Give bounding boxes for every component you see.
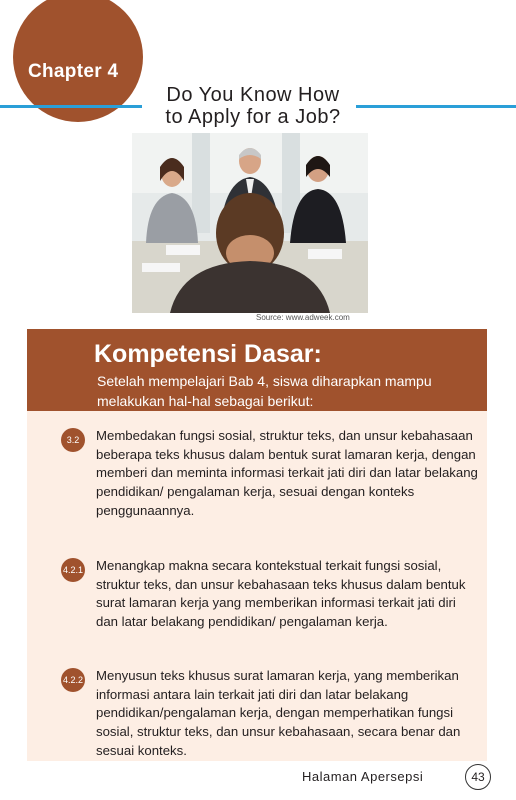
item-text: Membedakan fungsi sosial, struktur teks, dan unsur kebahasaan beberapa teks khusus dalam bentuk surat lamaran kerja, dengan memberi dan meminta informasi terkait jati diri dan latar belakang pendidikan/ pengalaman kerja, sesuai dengan konteks penggunaannya.: [96, 428, 478, 518]
title-rule-right: [356, 105, 516, 108]
chapter-title: [145, 84, 361, 128]
kompetensi-intro: [97, 371, 487, 411]
item-text: Menyusun teks khusus surat lamaran kerja, yang memberikan informasi antara lain terkait jati diri dan latar belakang pendidikan/pengalaman kerja, dengan memperhatikan fungsi sosial, struktur teks, dan unsur kebahasaan, secara benar dan sesuai konteks.: [96, 668, 461, 758]
kompetensi-title: Kompetensi Dasar:: [94, 340, 322, 368]
job-interview-photo: [132, 133, 368, 313]
item-text: Menangkap makna secara kontekstual terkait fungsi sosial, struktur teks, dan unsur kebahasaan teks khusus dalam bentuk surat lamaran kerja yang memberikan informasi terkait jati diri dan latar belakang pendidikan/ pengalaman kerja.: [96, 558, 466, 630]
item-number-badge: 4.2.2: [61, 668, 85, 692]
footer-section-label: Halaman Apersepsi: [302, 769, 424, 784]
interview-illustration: [132, 133, 368, 313]
chapter-label: Chapter 4: [28, 61, 119, 82]
chapter-title-line2: to Apply for a Job?: [165, 106, 341, 128]
chapter-title-line1: Do You Know How: [166, 84, 340, 106]
item-number-badge: 4.2.1: [61, 558, 85, 582]
kompetensi-body: [27, 411, 487, 761]
kompetensi-intro-line1: Setelah mempelajari Bab 4, siswa diharapkan mampu: [97, 373, 432, 389]
page-number: 43: [465, 764, 491, 790]
kompetensi-intro-line2: melakukan hal-hal sebagai berikut:: [97, 393, 314, 409]
item-number-badge: 3.2: [61, 428, 85, 452]
title-rule-left: [0, 105, 142, 108]
photo-source: Source: www.adweek.com: [256, 313, 350, 322]
